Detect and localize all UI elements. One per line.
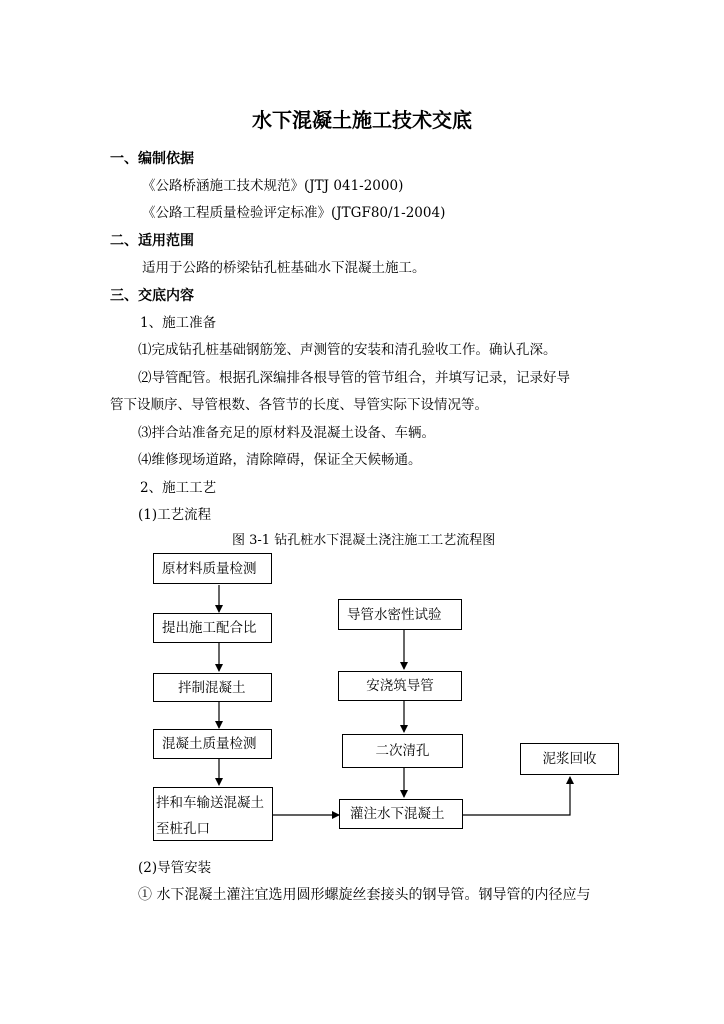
- document-title: 水下混凝土施工技术交底: [252, 108, 472, 132]
- flow-box-underwater-pouring: 灌注水下混凝土: [339, 799, 463, 829]
- section-3-heading: 三、交底内容: [110, 288, 194, 304]
- flow-box-install-pipe: 安浇筑导管: [338, 671, 462, 701]
- process-flow-label: (1)工艺流程: [138, 507, 212, 523]
- preparation-item-2b: 管下设顺序、导管根数、各管节的长度、导管实际下设情况等。: [110, 397, 488, 413]
- flow-box-material-check: 原材料质量检测: [153, 553, 272, 584]
- flow-box-transport: [153, 787, 273, 841]
- flow-box-mud-recovery: 泥浆回收: [520, 743, 619, 775]
- reference-line-1: 《公路桥涵施工技术规范》(JTJ 041-2000): [142, 178, 404, 194]
- flow-box-transport-line-1: 拌和车输送混凝土: [156, 795, 264, 811]
- pipe-install-line-1: ① 水下混凝土灌注宜选用圆形螺旋丝套接头的钢导管。钢导管的内径应与: [138, 887, 591, 903]
- figure-caption: 图 3-1 钻孔桩水下混凝土浇注施工工艺流程图: [232, 533, 496, 548]
- section-1-heading: 一、编制依据: [110, 151, 194, 167]
- preparation-item-3: ⑶拌合站准备充足的原材料及混凝土设备、车辆。: [138, 425, 435, 441]
- reference-line-2: 《公路工程质量检验评定标准》(JTGF80/1-2004): [142, 205, 446, 221]
- subsection-process: 2、施工工艺: [140, 480, 217, 496]
- preparation-item-4: ⑷维修现场道路，清除障碍，保证全天候畅通。: [138, 452, 422, 468]
- flow-box-mix-ratio: 提出施工配合比: [153, 613, 272, 643]
- flow-box-secondary-cleaning: 二次清孔: [342, 734, 463, 768]
- flow-box-transport-line-2: 至桩孔口: [156, 821, 210, 837]
- preparation-item-1: ⑴完成钻孔桩基础钢筋笼、声测管的安装和清孔验收工作。确认孔深。: [138, 342, 557, 358]
- arrow-pouring-to-mud: [463, 777, 570, 815]
- subsection-preparation: 1、施工准备: [140, 315, 217, 331]
- section-2-heading: 二、适用范围: [110, 233, 194, 249]
- scope-line: 适用于公路的桥梁钻孔桩基础水下混凝土施工。: [142, 260, 426, 276]
- flow-box-mixing: 拌制混凝土: [153, 673, 272, 702]
- flow-box-watertight-test: 导管水密性试验: [338, 599, 462, 630]
- pipe-install-heading: (2)导管安装: [138, 860, 212, 876]
- flow-box-concrete-quality: 混凝土质量检测: [153, 729, 272, 759]
- preparation-item-2a: ⑵导管配管。根据孔深编排各根导管的管节组合，并填写记录，记录好导: [138, 370, 570, 386]
